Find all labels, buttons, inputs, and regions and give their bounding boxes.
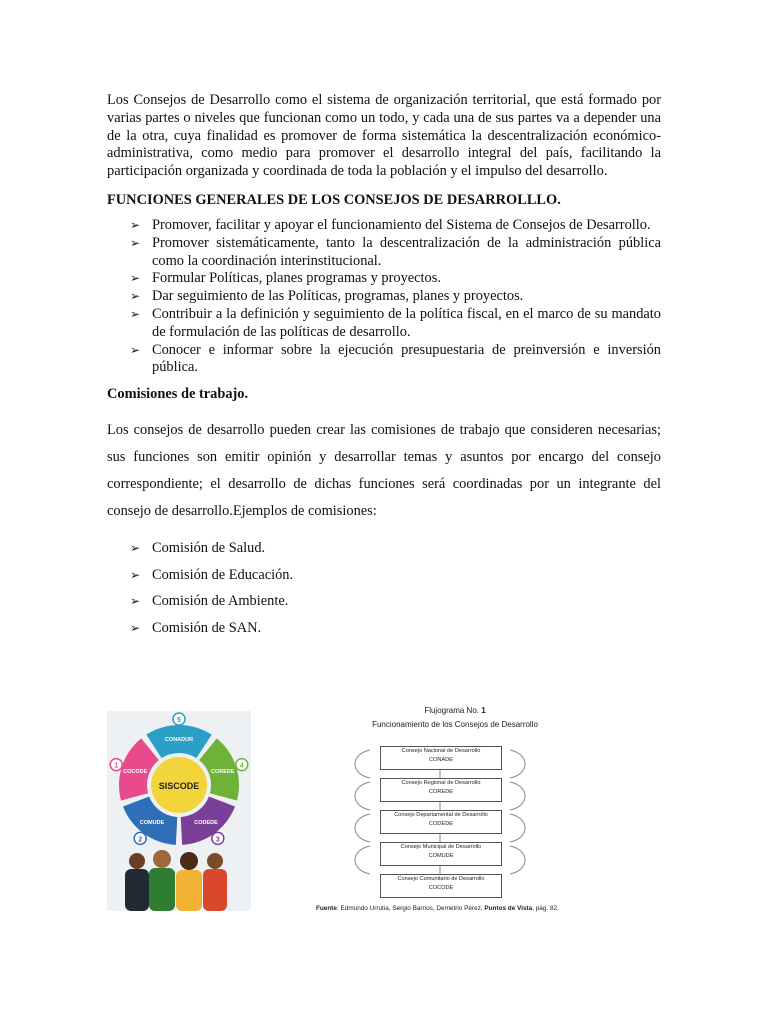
person-body (125, 869, 149, 911)
ring-label: COCODE (123, 768, 148, 775)
functions-list (107, 217, 661, 377)
arrow-bullet-icon: ➢ (130, 342, 141, 357)
person-body (149, 868, 175, 911)
commissions-paragraph: Los consejos de desarrollo pueden crear las comisiones de trabajo que consideren necesarias; sus funciones son emitir opinión y desarrollar temas y asuntos por encargo del consejo correspondiente; el desarrollo de dichas funciones será coordinadas por un integrante del consejo de desarrollo.Ejemplos de comisiones: (107, 422, 661, 520)
person-body (176, 870, 202, 911)
curved-arrow-icon (510, 814, 525, 842)
list-item: ➢ Contribuir a la definición y seguimiento de la política fiscal, en el marco de su mandato de formulación de las políticas de desarrollo. (130, 305, 661, 340)
person-head (180, 852, 198, 870)
curved-arrow-icon (510, 846, 525, 874)
person-body (203, 869, 227, 911)
ring-number: 2 (138, 836, 143, 844)
list-item: ➢ Comisión de SAN. (107, 615, 661, 642)
flowchart-box-corede: Consejo Regional de Desarrollo COREDE (380, 778, 502, 802)
list-item: ➢ Promover sistemáticamente, tanto la descentralización de la administración pública como la coordinación interinstitucional. (130, 234, 661, 269)
arrow-bullet-icon: ➢ (130, 594, 141, 609)
curved-arrow-icon (355, 750, 370, 778)
ring-number: 1 (114, 762, 119, 770)
arrow-bullet-icon: ➢ (130, 620, 141, 635)
list-item: ➢ Formular Políticas, planes programas y proyectos. (130, 270, 441, 287)
intro-paragraph: Los Consejos de Desarrollo como el sistema de organización territorial, que está formado por varias partes o niveles que funcionan como un todo, y cada una de sus partes va a depender una de la otra, cuya finalidad es promover de forma sistemática la descentralización económico-administrativa, como medio para promover el desarrollo integral del país, facilitando la participación organizada y coordinada de toda la población y el impulso del desarrollo. (107, 92, 661, 180)
person-head (129, 853, 145, 869)
flowchart-box-cocode: Consejo Comunitario de Desarrollo COCODE (380, 874, 502, 898)
siscode-center-label: SISCODE (158, 781, 200, 791)
ring-number: 3 (215, 836, 220, 844)
curved-arrow-icon (355, 846, 370, 874)
commissions-heading: Comisiones de trabajo. (107, 386, 249, 403)
arrow-bullet-icon: ➢ (130, 289, 141, 304)
document-body (107, 92, 661, 641)
list-item: ➢ Comisión de Ambiente. (107, 588, 661, 615)
flowchart-figure (310, 704, 600, 916)
list-item: ➢ Comisión de Salud. (107, 535, 661, 562)
siscode-diagram (107, 711, 251, 911)
person-head (153, 850, 171, 868)
siscode-figure (107, 711, 251, 911)
ring-number: 5 (177, 717, 181, 724)
person-head (207, 853, 223, 869)
list-item: ➢ Conocer e informar sobre la ejecución presupuestaria de preinversión e inversión pública. (130, 341, 661, 376)
flowchart-box-comude: Consejo Municipal de Desarrollo COMUDE (380, 842, 502, 866)
curved-arrow-icon (510, 750, 525, 778)
arrow-bullet-icon: ➢ (130, 306, 141, 321)
functions-heading: FUNCIONES GENERALES DE LOS CONSEJOS DE DESARROLLLO. (107, 191, 561, 208)
commissions-list (107, 535, 661, 641)
flowchart-box-codede: Consejo Departamental de Desarrollo CODEDE (380, 810, 502, 834)
curved-arrow-icon (510, 782, 525, 810)
arrow-bullet-icon: ➢ (130, 567, 141, 582)
ring-label: COMUDE (139, 820, 165, 827)
arrow-bullet-icon: ➢ (130, 541, 141, 556)
ring-number: 4 (239, 762, 244, 770)
list-item: ➢ Dar seguimiento de las Políticas, programas, planes y proyectos. (130, 288, 524, 305)
list-item: ➢ Comisión de Educación. (107, 562, 661, 589)
flowchart-subtitle: Funcionamiento de los Consejos de Desarrollo (372, 720, 538, 729)
flowchart-source: Fuente: Edmundo Urrutia, Sergio Barrios, Demetrio Pérez, Puntos de Vista, pág. 82. (316, 905, 559, 912)
arrow-bullet-icon: ➢ (130, 235, 141, 250)
ring-label: CONADUR (164, 737, 194, 743)
people-illustration (125, 850, 227, 911)
ring-label: COREDE (210, 768, 235, 775)
curved-arrow-icon (355, 782, 370, 810)
arrow-bullet-icon: ➢ (130, 217, 141, 232)
flowchart-box-conade: Consejo Nacional de Desarrollo CONADE (380, 746, 502, 770)
arrow-bullet-icon: ➢ (130, 271, 141, 286)
list-item: ➢ Promover, facilitar y apoyar el funcionamiento del Sistema de Consejos de Desarrollo. (130, 216, 651, 233)
ring-label: CODEDE (194, 820, 218, 827)
flowchart-title: Flujograma No. 1 (424, 706, 486, 715)
curved-arrow-icon (355, 814, 370, 842)
